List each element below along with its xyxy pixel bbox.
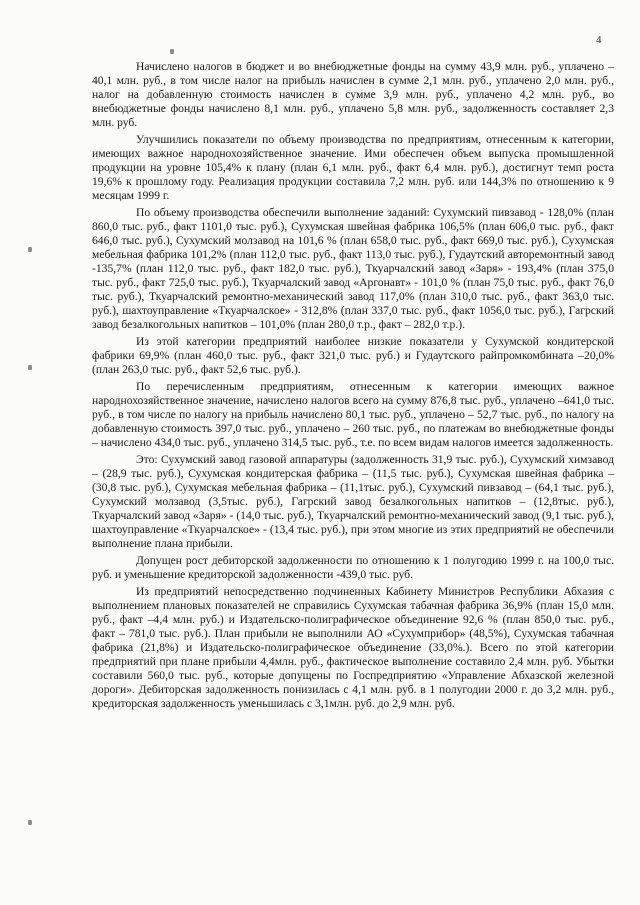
scan-mark bbox=[28, 247, 32, 252]
scan-mark bbox=[28, 820, 32, 825]
scan-mark bbox=[28, 365, 32, 370]
paragraph-receivables: Допущен рост дебиторской задолженности по отношению к 1 полугодию 1999 г. на 100,0 тыс. руб. и уменьшение кредиторской задолженности -439,0 тыс. руб. bbox=[92, 554, 614, 581]
page-number: 4 bbox=[596, 34, 602, 46]
paragraph-taxes: Начислено налогов в бюджет и во внебюджетные фонды на сумму 43,9 млн. руб., уплачено –40,1 млн. руб., в том числе налог на прибыль начислен в сумме 2,1 млн. руб., уплачено 2,0 млн. руб., налог на добавленную стоимость начислен в сумме 3,9 млн. руб., уплачено 4,2 млн. руб., во внебюджетные фонды начислено 8,1 млн. руб., уплачено 5,8 млн. руб., задолженность составляет 2,3 млн. руб. bbox=[92, 60, 614, 129]
paragraph-low-indicators: Из этой категории предприятий наиболее низкие показатели у Сухумской кондитерской фабрики 69,9% (план 460,0 тыс. руб., факт 321,0 тыс. руб.) и Гудаутского райпромкомбината –20,0% (план 263,0 тыс. руб., факт 52,6 тыс. руб.). bbox=[92, 335, 614, 376]
paragraph-plan-fulfillment: По объему производства обеспечили выполнение заданий: Сухумский пивзавод - 128,0% (план 860,0 тыс. руб., факт 1101,0 тыс. руб.), Сухумская швейная фабрика 106,5% (план 606,0 тыс. руб., факт 646,0 тыс. руб.), Сухумский молзавод на 101,6 % (план 658,0 тыс. руб., факт 669,0 тыс. руб.), Сухумская мебельная фабрика 101,2% (план 112,0 тыс. руб., факт 113,0 тыс. руб.), Гудаутский авторемонтный завод -135,7% (план 112,0 тыс. руб., факт 182,0 тыс. руб.), Ткуарчалский завод «Заря» - 193,4% (план 375,0 тыс. руб., факт 725,0 тыс. руб.), Ткуарчалский завод «Аргонавт» - 101,0 % (план 75,0 тыс. руб., факт 76,0 тыс. руб.), Ткуарчалский ремонтно-механический завод 117,0% (план 310,0 тыс. руб., факт 363,0 тыс. руб.), шахтоуправление «Ткуарчалское» - 312,8% (план 337,0 тыс. руб., факт 1056,0 тыс. руб.), Гагрский завод безалкогольных напитков – 101,0% (план 280,0 т.р., факт – 282,0 т.р.). bbox=[92, 206, 614, 331]
paragraph-cabinet-enterprises: Из предприятий непосредственно подчиненных Кабинету Министров Республики Абхазия с выполнением плановых показателей не справились Сухумская табачная фабрика 36,9% (план 15,0 млн. руб., факт –4,4 млн. руб.) и Издательско-полиграфическое объединение 92,6 % (план 850,0 тыс. руб., факт – 781,0 тыс. руб.). План прибыли не выполнили АО «Сухумприбор» (48,5%), Сухумская табачная фабрика (21,8%) и Издательско-полиграфическое объединение (33,0%.). Всего по этой категории предприятий при плане прибыли 4,4млн. руб., фактическое выполнение составило 2,4 млн. руб. Убытки составили 560,0 тыс. руб., которые допущены по Госпредприятию «Управление Абхазской железной дороги». Дебиторская задолженность понизилась с 4,1 млн. руб. в 1 полугодии 2000 г. до 3,2 млн. руб., кредиторская задолженность уменьшилась с 3,1млн. руб. до 2,9 млн. руб. bbox=[92, 585, 614, 710]
paragraph-tax-debt: По перечисленным предприятиям, отнесенным к категории имеющих важное народнохозяйственное значение, начислено налогов всего на сумму 876,8 тыс. руб., уплачено –641,0 тыс. руб., в том числе по налогу на прибыль начислено 80,1 тыс. руб., уплачено – 52,7 тыс. руб., по налогу на добавленную стоимость 397,0 тыс. руб., уплачено – 260 тыс. руб., по платежам во внебюджетные фонды – начислено 434,0 тыс. руб., уплачено 314,5 тыс. руб., т.е. по всем видам налогов имеется задолженность. bbox=[92, 380, 614, 449]
paragraph-production-growth: Улучшились показатели по объему производства по предприятиям, отнесенным к категории, имеющих важное народнохозяйственное значение. Ими обеспечен объем выпуска промышленной продукции на уровне 105,4% к плану (план 6,1 млн. руб., факт 6,4 млн. руб.), достигнут темп роста 19,6% к прошлому году. Реализация продукции составила 7,2 млн. руб. или 144,3% по отношению к 9 месяцам 1999 г. bbox=[92, 133, 614, 202]
document-body bbox=[92, 60, 614, 711]
paragraph-debt-list: Это: Сухумский завод газовой аппаратуры (задолженность 31,9 тыс. руб.), Сухумский химзавод – (28,9 тыс. руб.), Сухумская кондитерская фабрика – (11,5 тыс. руб.), Сухумская швейная фабрика – (30,8 тыс. руб.), Сухумская мебельная фабрика – (11,1тыс. руб.), Сухумский пивзавод – (64,1 тыс. руб.), Сухумский молзавод (3,5тыс. руб.), Гагрский завод безалкогольных напитков – (12,8тыс. руб.), Ткуарчалский завод «Заря» - (14,0 тыс. руб.), Ткуарчалский ремонтно-механический завод (9,1 тыс. руб.), шахтоуправление «Ткуарчалское» - (13,4 тыс. руб.), при этом многие из этих предприятий не обеспечили выполнение плана прибыли. bbox=[92, 453, 614, 550]
scan-mark bbox=[170, 49, 174, 54]
